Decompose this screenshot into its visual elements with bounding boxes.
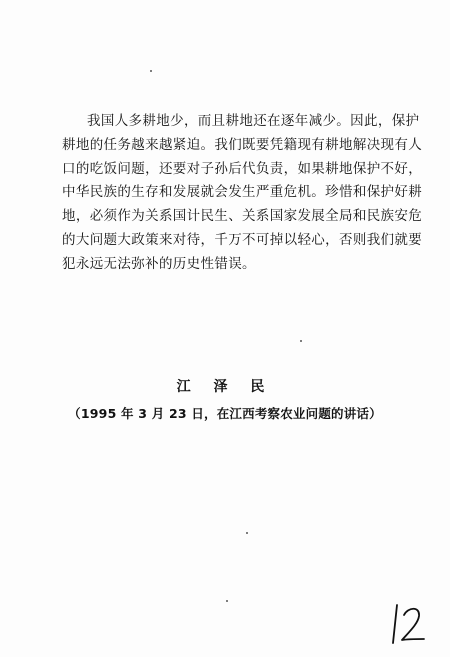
quote-line: 我国人多耕地少，而且耕地还在逐年减少。因此，保护 [87, 113, 420, 129]
author-name: 江 泽 民 [176, 379, 274, 395]
quote-line: 口的吃饭问题，还要对子孙后代负责，如果耕地保护不好， [62, 160, 423, 177]
quote-paragraph [62, 110, 423, 277]
scan-speck [300, 340, 302, 342]
quote-line: 的大问题大政策来对待，千万不可掉以轻心，否则我们就要 [62, 231, 423, 248]
quote-line: 耕地的任务越来越紧迫。我们既要凭籍现有耕地解决现有人 [62, 136, 423, 153]
speech-source: （1995 年 3 月 23 日，在江西考察农业问题的讲话） [68, 406, 382, 421]
scan-speck [150, 70, 152, 72]
quote-line: 地，必须作为关系国计民生、关系国家发展全局和民族安危 [62, 208, 423, 225]
scan-speck [246, 532, 248, 534]
handwritten-page-number [388, 599, 428, 649]
scan-speck [226, 600, 228, 602]
quote-line: 犯永远无法弥补的历史性错误。 [62, 255, 256, 272]
quote-line: 中华民族的生存和发展就会发生严重危机。珍惜和保护好耕 [62, 184, 423, 201]
